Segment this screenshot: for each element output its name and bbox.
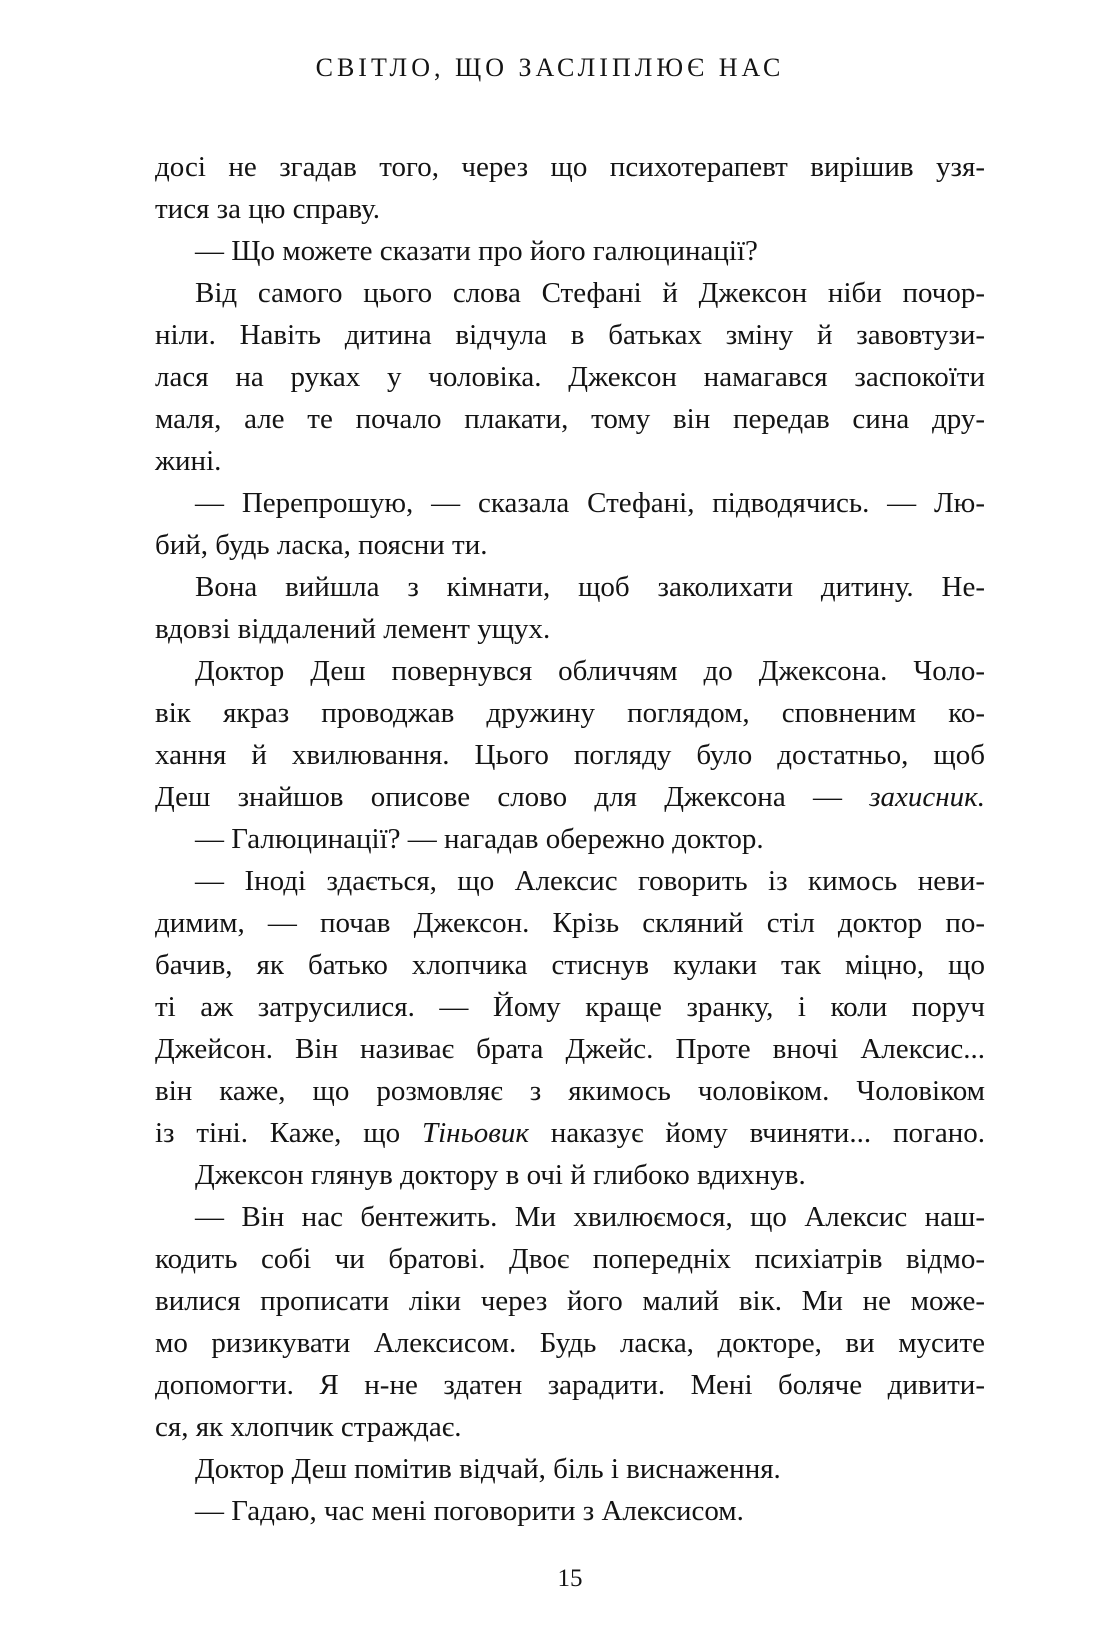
paragraph: [155, 1448, 985, 1490]
text-line: досі не згадав того, через що психотерапевт вирішив узя-: [155, 151, 985, 183]
text-line: лася на руках у чоловіка. Джексон намагався заспокоїти: [155, 361, 985, 393]
italic-text: захисник.: [869, 781, 985, 813]
body-text: [155, 146, 985, 1532]
text-line: тися за цю справу.: [155, 193, 380, 225]
text-line: — Що можете сказати про його галюцинації?: [195, 235, 758, 267]
text-line: бачив, як батько хлопчика стиснув кулаки так міцно, що: [155, 949, 985, 981]
text-line: — Він нас бентежить. Ми хвилюємося, що Алексис наш-: [195, 1201, 985, 1233]
text-line: Джейсон. Він називає брата Джейс. Проте вночі Алексис...: [155, 1033, 985, 1065]
text-line: допомогти. Я н-не здатен зарадити. Мені боляче дивити-: [155, 1369, 985, 1401]
text-line: бий, будь ласка, поясни ти.: [155, 529, 488, 561]
text-line: ся, як хлопчик страждає.: [155, 1411, 462, 1443]
text-line: із тіні. Каже, що Тіньовик наказує йому вчиняти... погано.: [155, 1117, 985, 1149]
paragraph: [155, 1154, 985, 1196]
text-line: — Гадаю, час мені поговорити з Алексисом.: [195, 1495, 744, 1527]
text-line: — Галюцинації? — нагадав обережно доктор.: [195, 823, 764, 855]
page-number: 15: [557, 1565, 583, 1592]
text-line: кодить собі чи братові. Двоє попередніх психіатрів відмо-: [155, 1243, 985, 1275]
text-line: жині.: [155, 445, 222, 477]
paragraph: [155, 1490, 985, 1532]
text-line: мо ризикувати Алексисом. Будь ласка, докторе, ви мусите: [155, 1327, 985, 1359]
text-line: Доктор Деш повернувся обличчям до Джексона. Чоло-: [195, 655, 985, 687]
text-line: — Іноді здається, що Алексис говорить із кимось неви-: [195, 865, 985, 897]
text-line: він каже, що розмовляє з якимось чоловіком. Чоловіком: [155, 1075, 985, 1107]
text-line: — Перепрошую, — сказала Стефані, підводячись. — Лю-: [195, 487, 985, 519]
paragraph: [155, 272, 985, 482]
text-line: Деш знайшов описове слово для Джексона — захисник.: [155, 781, 985, 813]
text-line: вдовзі віддалений лемент ущух.: [155, 613, 551, 645]
text-line: Від самого цього слова Стефані й Джексон ніби почор-: [195, 277, 985, 309]
paragraph: [155, 146, 985, 230]
paragraph: [155, 482, 985, 566]
text-line: димим, — почав Джексон. Крізь скляний стіл доктор по-: [155, 907, 985, 939]
text-line: вилися прописати ліки через його малий вік. Ми не може-: [155, 1285, 985, 1317]
italic-text: Тіньовик: [422, 1117, 529, 1149]
running-header: СВІТЛО, ЩО ЗАСЛІПЛЮЄ НАС: [315, 53, 785, 82]
paragraph: [155, 650, 985, 818]
paragraph: [155, 818, 985, 860]
text-line: хання й хвилювання. Цього погляду було достатньо, щоб: [155, 739, 985, 771]
text-line: Доктор Деш помітив відчай, біль і виснаження.: [195, 1453, 781, 1485]
paragraph: [155, 1196, 985, 1448]
paragraph: [155, 230, 985, 272]
text-line: Джексон глянув доктору в очі й глибоко вдихнув.: [195, 1159, 806, 1191]
paragraph: [155, 566, 985, 650]
text-line: ті аж затрусилися. — Йому краще зранку, і коли поруч: [155, 991, 985, 1023]
text-line: маля, але те почало плакати, тому він передав сина дру-: [155, 403, 985, 435]
text-line: вік якраз проводжав дружину поглядом, сповненим ко-: [155, 697, 985, 729]
text-line: Вона вийшла з кімнати, щоб заколихати дитину. Не-: [195, 571, 985, 603]
text-line: ніли. Навіть дитина відчула в батьках зміну й завовтузи-: [155, 319, 985, 351]
paragraph: [155, 860, 985, 1154]
